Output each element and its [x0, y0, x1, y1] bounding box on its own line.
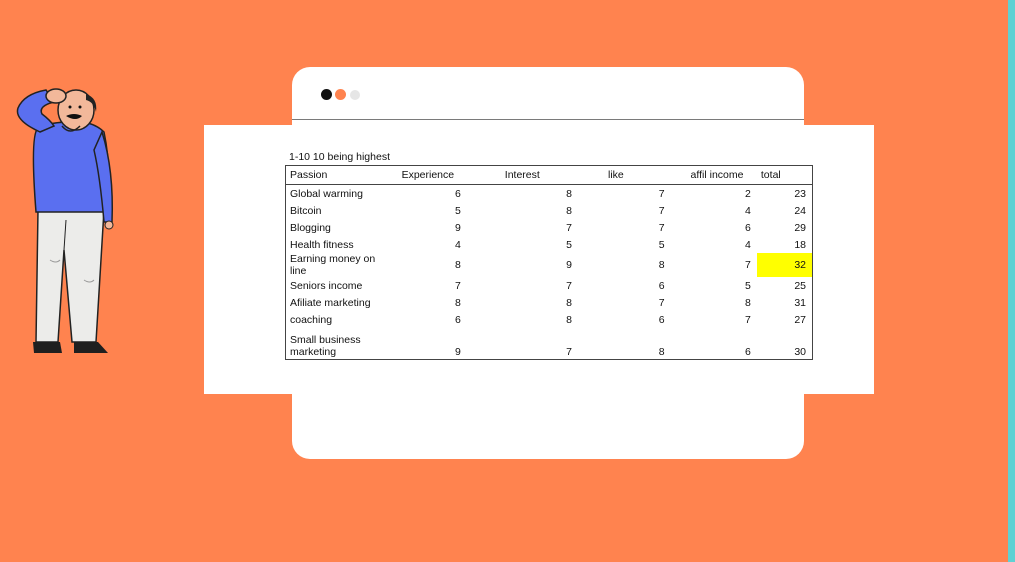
cell-interest: 9 — [566, 259, 573, 271]
cell-affil: 7 — [745, 259, 751, 271]
right-edge-strip — [1008, 0, 1015, 562]
cell-experience: 5 — [454, 204, 461, 217]
spreadsheet-panel — [204, 125, 874, 394]
cell-passion — [286, 328, 398, 360]
table-row — [286, 202, 813, 219]
cell-passion: Blogging — [290, 221, 331, 234]
cell-experience: 8 — [454, 296, 461, 309]
table-row — [286, 185, 813, 203]
cell-experience: 6 — [454, 313, 461, 326]
card-divider — [292, 119, 804, 120]
cell-like: 7 — [658, 187, 665, 200]
cell-interest: 7 — [566, 221, 573, 234]
window-dot-black — [321, 89, 332, 100]
sheet-caption: 1-10 10 being highest — [289, 151, 390, 163]
cell-passion-line1: Small business — [290, 334, 361, 346]
cell-passion: Seniors income — [290, 279, 363, 292]
table-row — [286, 277, 813, 294]
cell-interest: 7 — [566, 279, 573, 292]
cell-total: 30 — [794, 346, 806, 358]
cell-experience: 8 — [454, 259, 461, 271]
cell-like: 8 — [658, 259, 665, 271]
cell-like: 7 — [658, 221, 665, 234]
cell-total: 27 — [794, 313, 806, 326]
cell-passion: Afiliate marketing — [290, 296, 371, 309]
cell-affil: 4 — [745, 238, 751, 251]
cell-affil: 4 — [745, 204, 751, 217]
cell-like: 8 — [658, 346, 665, 358]
cell-like: 5 — [658, 238, 665, 251]
confused-man-icon — [0, 80, 130, 370]
cell-experience: 9 — [454, 221, 461, 234]
cell-experience: 6 — [454, 187, 461, 200]
cell-experience: 7 — [454, 279, 461, 292]
cell-interest: 8 — [566, 204, 573, 217]
cell-interest: 8 — [566, 313, 573, 326]
header-passion: Passion — [286, 166, 398, 185]
cell-like: 6 — [658, 313, 665, 326]
cell-total-highlighted: 32 — [757, 253, 813, 277]
passion-score-table — [285, 165, 813, 360]
cell-passion: Global warming — [290, 187, 363, 200]
cell-affil: 8 — [745, 296, 751, 309]
table-row — [286, 253, 813, 277]
cell-total: 24 — [794, 204, 806, 217]
cell-total: 18 — [794, 238, 806, 251]
cell-experience: 9 — [454, 346, 461, 358]
header-experience: Experience — [398, 166, 467, 185]
cell-affil: 7 — [745, 313, 751, 326]
cell-affil: 6 — [745, 346, 751, 358]
table-row — [286, 219, 813, 236]
cell-total: 23 — [794, 187, 806, 200]
table-row — [286, 294, 813, 311]
header-total: total — [757, 166, 813, 185]
window-dot-orange — [335, 89, 346, 100]
cell-like: 6 — [658, 279, 665, 292]
cell-like: 7 — [658, 296, 665, 309]
table-row — [286, 328, 813, 360]
cell-interest: 8 — [566, 296, 573, 309]
cell-interest: 8 — [566, 187, 573, 200]
table-row — [286, 236, 813, 253]
header-interest: Interest — [467, 166, 578, 185]
cell-total: 31 — [794, 296, 806, 309]
cell-like: 7 — [658, 204, 665, 217]
cell-interest: 7 — [566, 346, 573, 358]
window-dot-gray — [350, 90, 360, 100]
cell-passion: Earning money on line — [290, 253, 376, 277]
cell-total: 25 — [794, 279, 806, 292]
cell-affil: 6 — [745, 221, 751, 234]
cell-interest: 5 — [566, 238, 573, 251]
cell-passion-line2: marketing — [290, 346, 337, 358]
table-row — [286, 311, 813, 328]
cell-passion: coaching — [290, 313, 333, 326]
table-header-row — [286, 166, 813, 185]
header-affil-income: affil income — [671, 166, 757, 185]
cell-experience: 4 — [454, 238, 461, 251]
cell-affil: 2 — [745, 187, 751, 200]
cell-passion: Health fitness — [290, 238, 354, 251]
cell-total: 29 — [794, 221, 806, 234]
cell-affil: 5 — [745, 279, 751, 292]
header-like: like — [578, 166, 671, 185]
cell-passion: Bitcoin — [290, 204, 322, 217]
